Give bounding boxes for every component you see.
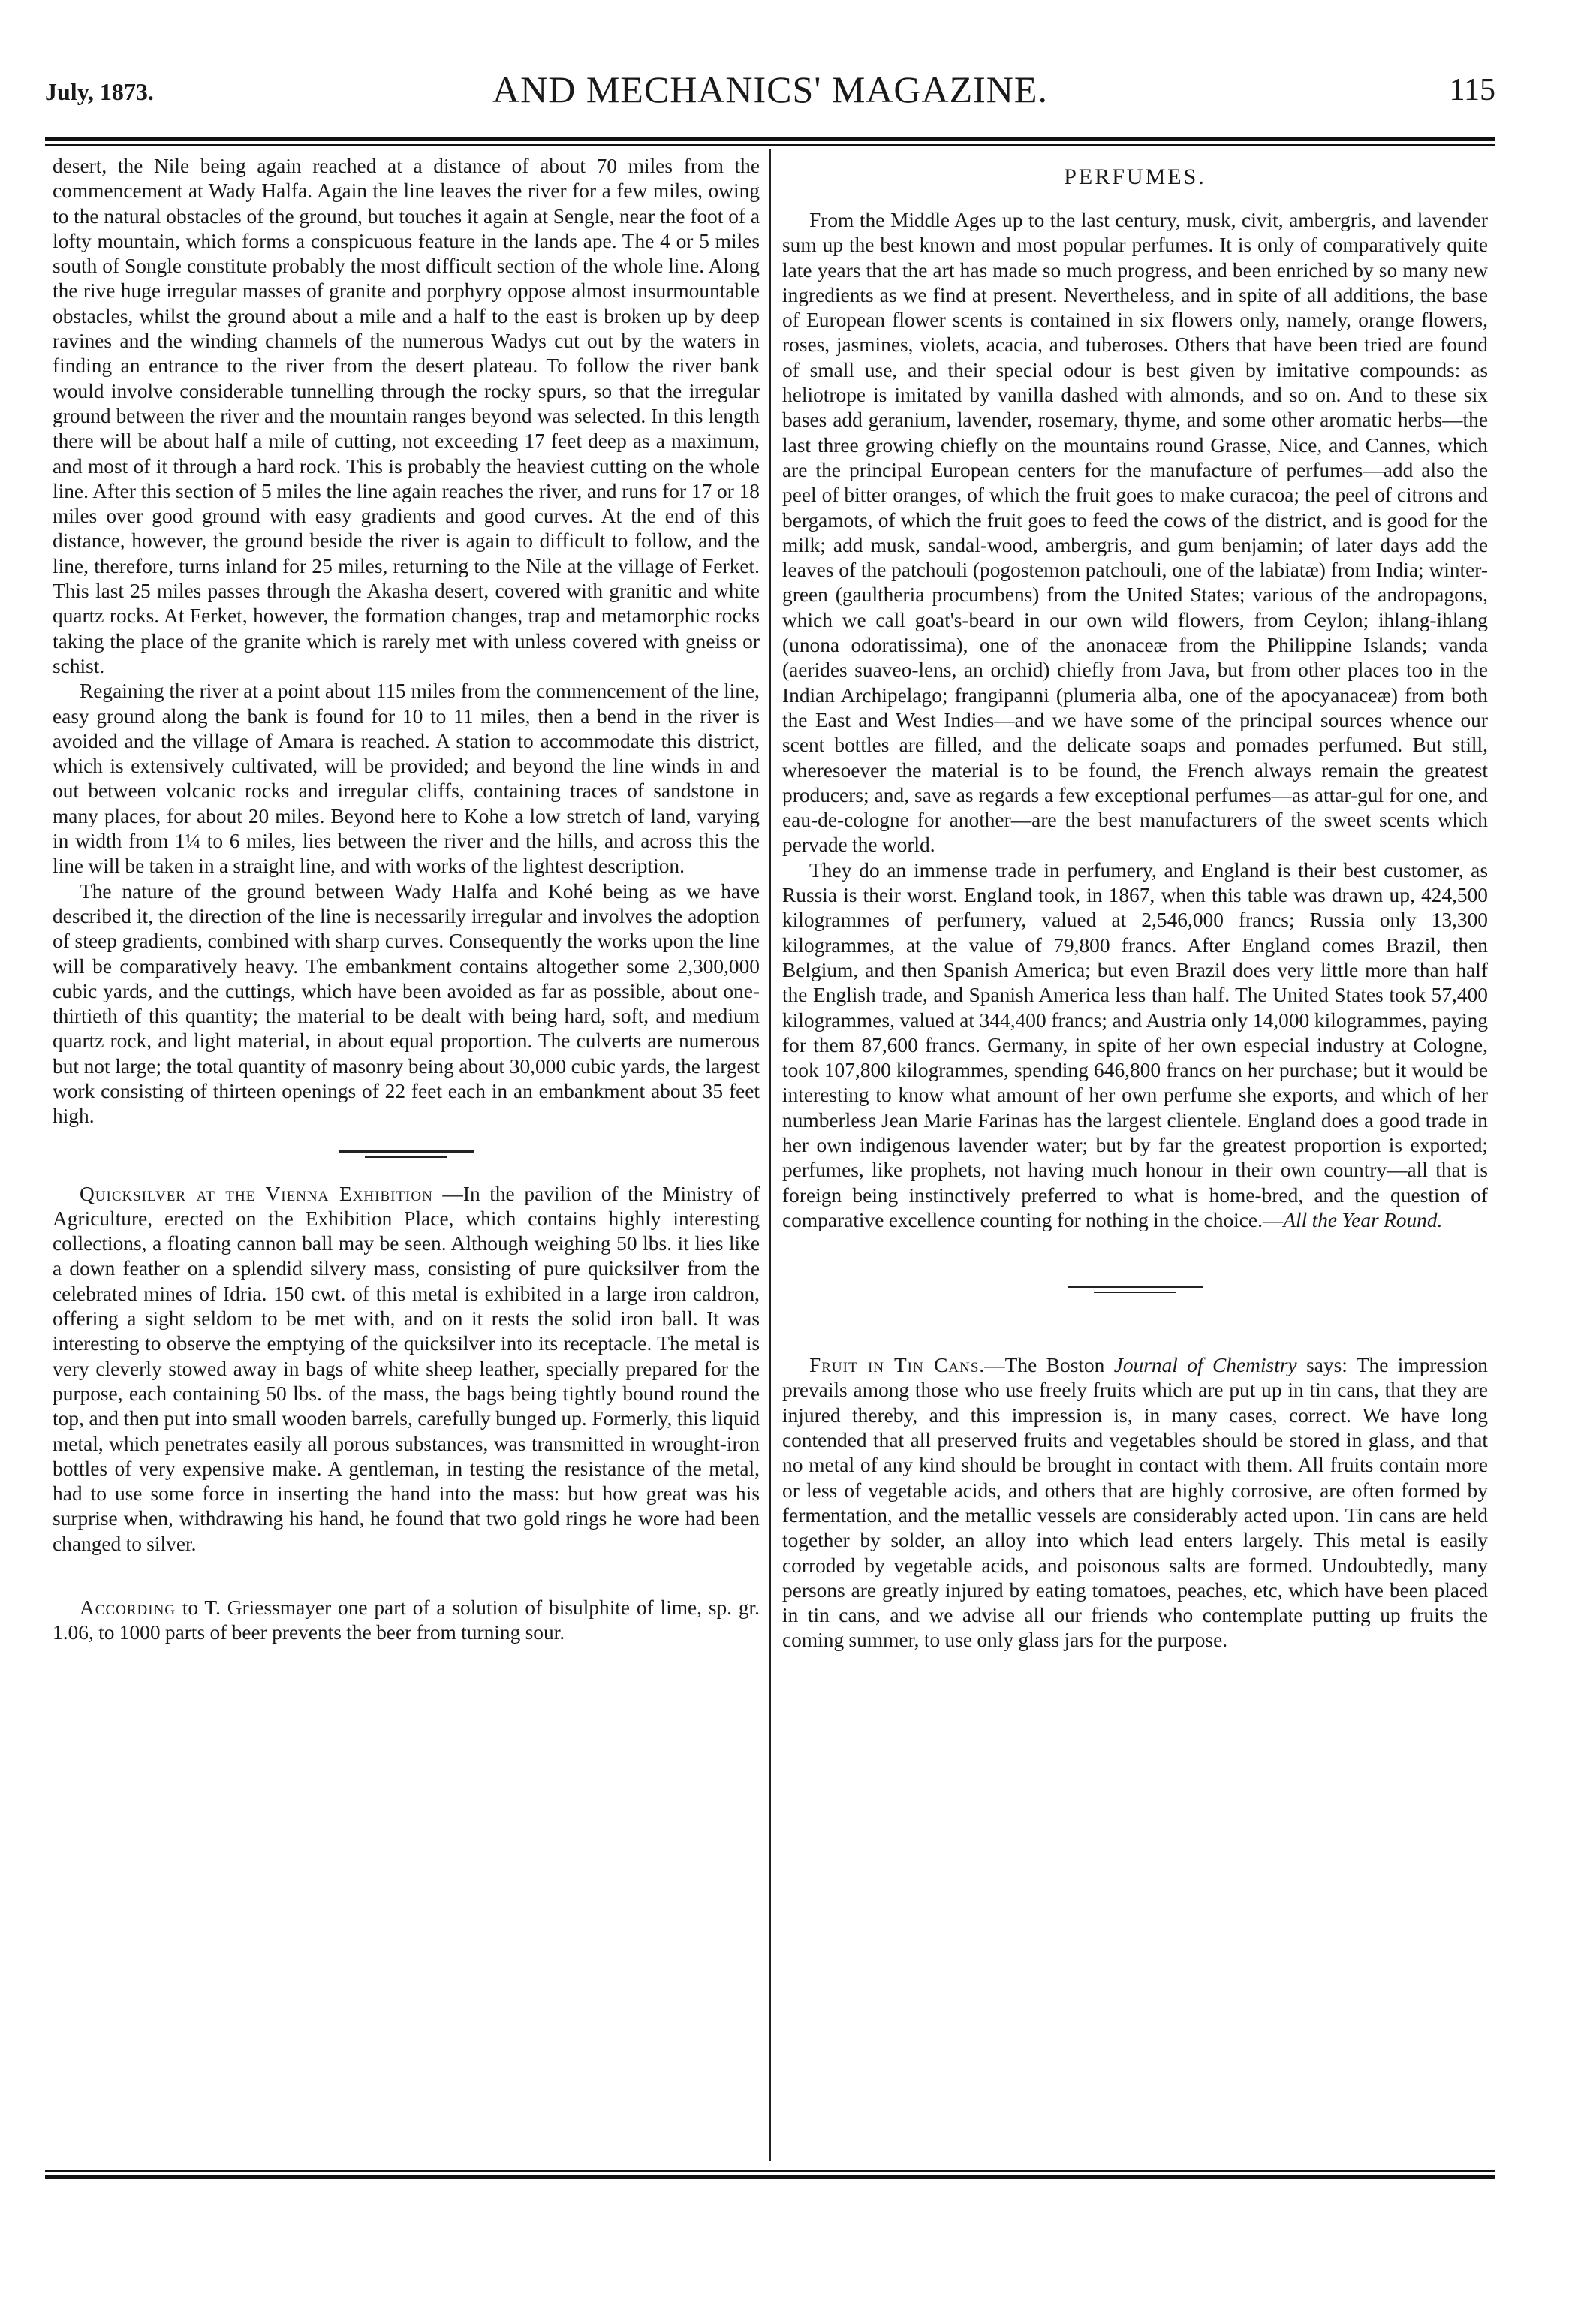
fruit-lead: Fruit in Tin Cans bbox=[809, 1354, 980, 1377]
railway-paragraph-1: desert, the Nile being again reached at a distance of about 70 miles from the commencement at Wady Halfa. Again the line leaves the river for a few miles, owing to the natural obstacles of the ground, but touches it again at Sengle, near the foot of a lofty mountain, which forms a conspicuous feature in the lands ape. The 4 or 5 miles south of Songle constitute probably the most difficult section of the whole line. Along the rive huge irregular masses of granite and porphyry oppose almost insurmountable obstacles, whilst the ground about a mile and a half to the east is broken up by deep ravines and the winding channels of the numerous Wadys cut out by the waters in finding an entrance to the river from the desert plateau. To follow the river bank would involve considerable tunnelling through the rocky spurs, so that the irregular ground between the river and the mountain ranges beyond was selected. In this length there will be about half a mile of cutting, not exceeding 17 feet deep as a maximum, and most of it through a hard rock. This is probably the heaviest cutting on the whole line. After this section of 5 miles the line again reaches the river, and runs for 17 or 18 miles over good ground with easy gradients and good curves. At the end of this distance, however, the ground beside the river is again to difficult to follow, and the line, therefore, turns inland for 25 miles, returning to the Nile at the village of Ferket. This last 25 miles passes through the Akasha desert, covered with granitic and white quartz rocks. At Ferket, however, the formation changes, trap and metamorphic rocks taking the place of the granite which is rarely met with unless covered with gneiss or schist. bbox=[53, 155, 760, 677]
fruit-article bbox=[782, 1353, 1488, 1653]
left-column bbox=[53, 154, 760, 1646]
railway-paragraph-2: Regaining the river at a point about 115 miles from the commencement of the line, easy ground along the bank is found for 10 to 11 miles, then a bend in the river is avoided and the village of Amara is reached. A station to accommodate this district, which is extensively cultivated, will be provided; and beyond the line winds in and out between volcanic rocks and irregular cliffs, containing traces of sandstone in many places, for about 20 miles. Beyond here to Kohe a low stretch of land, varying in width from 1¼ to 6 miles, lies between the river and the hills, and across this the line will be taken in a straight line, and with works of the lightest description. bbox=[53, 680, 760, 878]
header-page-number: 115 bbox=[1449, 73, 1495, 107]
footer-rule-thin bbox=[45, 2170, 1495, 2172]
fruit-journal: Journal of Chemistry bbox=[1113, 1354, 1297, 1377]
perfumes-paragraph-2-text: They do an immense trade in perfumery, and England is their best customer, as Russia is their worst. England took, in 1867, when this table was drawn up, 424,500 kilogrammes of perfumery, valued at 2,546,000 francs; Russia only 13,300 kilogrammes, at the value of 79,800 francs. After England comes Brazil, then Belgium, and then Spanish America; but even Brazil does very little more than half the English trade, and Spanish America less than half. The United States took 57,400 kilogrammes, valued at 344,400 francs; and Austria only 14,000 kilogrammes, paying for them 87,600 francs. Germany, in spite of her own especial industry at Cologne, took 107,800 kilogrammes, spending 646,800 francs on her purchase; but it would be interesting to know what amount of her own perfume she exports, and which of her numberless Jean Marie Farinas has the largest clientele. England does a good trade in her own indigenous lavender water; but by far the greatest proportion is exported; perfumes, like prophets, not having much honour in their own country—all that is foreign being instinctively preferred to what is home-bred, and the question of comparative excellence counting for nothing in the choice.— bbox=[782, 858, 1488, 1231]
perfumes-paragraph-2 bbox=[782, 858, 1488, 1233]
beer-text: to T. Griessmayer one part of a solution of bisulphite of lime, sp. gr. 1.06, to 1000 parts of beer prevents the beer from turning sour. bbox=[53, 1596, 760, 1644]
perfumes-paragraph-1: From the Middle Ages up to the last century, musk, civit, ambergris, and lavender sum up the best known and most popular perfumes. It is only of comparatively quite late years that the art has made so much progress, and been enriched by so many new ingredients as we find at present. Nevertheless, and in spite of all additions, the base of European flower scents is contained in six flowers only, namely, orange flowers, roses, jasmines, violets, acacia, and tuberoses. Others that have been tried are found of small use, and their special odour is best given by imitative compounds: as heliotrope is imitated by vanilla dashed with almonds, and so on. And to these six bases add geranium, lavender, rosemary, thyme, and some other aromatic herbs—the last three growing chiefly on the mountains round Grasse, Nice, and Cannes, which are the principal European centers for the manufacture of perfumes—add also the peel of bitter oranges, of which the fruit goes to make curacoa; the peel of citrons and bergamots, of which the fruit goes to feed the cows of the district, and is good for the milk; add musk, sandal-wood, ambergris, and gum benjamin; of later days add the leaves of the patchouli (pogostemon patchouli, one of the labiatæ) from India; winter-green (gaultheria procumbens) from the United States; various of the andropagons, which we call goat's-beard in our own wild flowers, from Ceylon; ihlang-ihlang (unona odoratissima), one of the anonaceæ from the Philippine Islands; vanda (aerides suaveo-lens, an orchid) chiefly from Java, but from other places too in the Indian Archipelago; frangipanni (plumeria alba, one of the apocyanaceæ) from both the East and West Indies—and we have some of the principal sources whence our scent bottles are filled, and the delicate soaps and pomades perfumed. But still, wheresoever the material is to be found, the French always remain the greatest producers; and, save as regards a few exceptional perfumes—as attar-gul for one, and eau-de-cologne for another—are the best manufacturers of the sweet scents which pervade the world. bbox=[782, 209, 1488, 857]
section-separator bbox=[53, 1150, 760, 1158]
header-rule-thin bbox=[45, 144, 1495, 146]
header-rule-thick bbox=[45, 137, 1495, 141]
header-date: July, 1873. bbox=[45, 78, 154, 105]
page-header bbox=[45, 68, 1495, 128]
column-divider bbox=[769, 149, 771, 2161]
quicksilver-text: —In the pavilion of the Ministry of Agriculture, erected on the Exhibition Place, which contains highly interesting collections, a floating cannon ball may be seen. Although weighing 50 lbs. it lies like a down feather on a splendid silvery mass, consisting of pure quicksilver from the celebrated mines of Idria. 150 cwt. of this metal is exhibited in a large iron caldron, offering a sight seldom to be met with, and on it rests the solid iron ball. It was interesting to observe the emptying of the quicksilver into its receptacle. The metal is very cleverly stowed away in bags of white sheep leather, specially prepared for the purpose, each containing 50 lbs. of the mass, the bags being tightly bound round the top, and then put into small wooden barrels, carefully bunged up. Formerly, this liquid metal, which penetrates easily all porous substances, was transmitted in wrought-iron bottles of very expensive make. A gentleman, in testing the resistance of the metal, had to use some force in inserting the hand into the mass: but how great was his surprise when, withdrawing his hand, he found that two gold rings he wore had been changed to silver. bbox=[53, 1182, 760, 1555]
railway-paragraph-3: The nature of the ground between Wady Halfa and Kohé being as we have described it, the direction of the line is necessarily irregular and involves the adoption of steep gradients, combined with sharp curves. Consequently the works upon the line will be comparatively heavy. The embankment contains altogether some 2,300,000 cubic yards, and the cuttings, which have been avoided as far as possible, about one-thirtieth of this quantity; the material to be dealt with being hard, soft, and medium quartz rock, and light material, in about equal proportion. The culverts are numerous but not large; the total quantity of masonry being about 30,000 cubic yards, the largest work consisting of thirteen openings of 22 feet each in an embankment about 35 feet high. bbox=[53, 879, 760, 1128]
footer-rule-thick bbox=[45, 2175, 1495, 2179]
fruit-text-before: .—The Boston bbox=[979, 1354, 1114, 1377]
header-title: AND MECHANICS' MAGAZINE. bbox=[492, 68, 1048, 110]
beer-lead: According bbox=[80, 1596, 176, 1620]
fruit-text-after: says: The impression prevails among those who use freely fruits which are put up in tin cans, that they are injured thereby, and this impression is, in many cases, correct. We have long contended that all preserved fruits and vegetables should be stored in glass, and that no metal of any kind should be brought in contact with them. All fruits contain more or less of vegetable acids, and others that are highly corrosive, are often formed by fermentation, and the metallic vessels are considerably acted upon. Tin cans are held together by solder, an alloy into which lead enters largely. This metal is easily corroded by vegetable acids, and poisonous salts are formed. Undoubtedly, many persons are greatly injured by eating tomatoes, peaches, etc, which have been placed in tin cans, and we advise all our friends who contemplate putting up fruits the coming summer, to use only glass jars for the purpose. bbox=[782, 1354, 1488, 1652]
quicksilver-lead: Quicksilver at the Vienna Exhibition bbox=[80, 1182, 433, 1205]
perfumes-source: All the Year Round. bbox=[1283, 1208, 1443, 1231]
perfumes-heading: PERFUMES. bbox=[1064, 164, 1206, 189]
beer-article bbox=[53, 1596, 760, 1646]
right-column bbox=[782, 154, 1488, 1653]
quicksilver-article bbox=[53, 1182, 760, 1557]
section-separator-2 bbox=[782, 1286, 1488, 1293]
